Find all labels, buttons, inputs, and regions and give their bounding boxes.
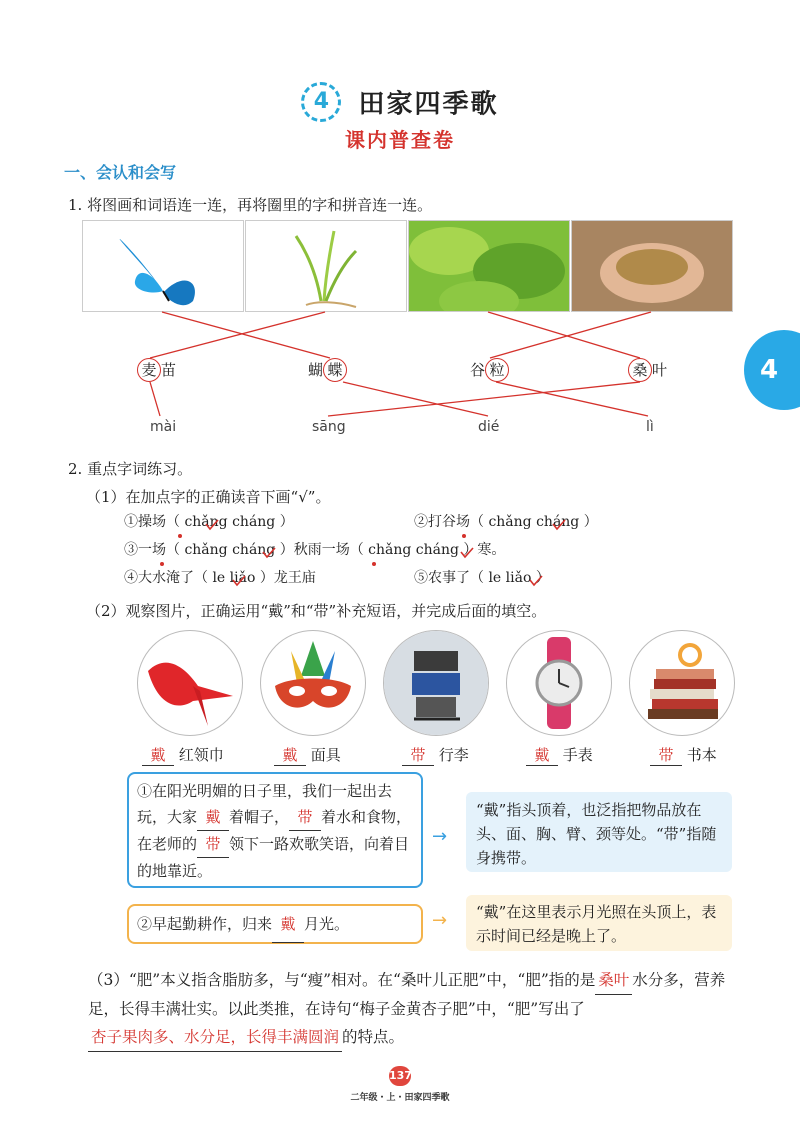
pronounce-row-3a: ④大水淹了（ le liǎo ）龙王庙 bbox=[124, 570, 316, 586]
wrist-watch-image bbox=[506, 630, 612, 736]
q2-part1-prompt: （1）在加点字的正确读音下画“√”。 bbox=[86, 488, 331, 506]
q2-prompt: 2. 重点字词练习。 bbox=[68, 460, 193, 478]
pronounce-row-3b: ⑤农事了（ le liǎo ） bbox=[414, 570, 550, 586]
section-heading: 一、会认和会写 bbox=[64, 163, 177, 182]
chapter-tab[interactable]: 4 bbox=[744, 330, 800, 410]
q1-prompt: 1. 将图画和词语连一连，再将圈里的字和拼音连一连。 bbox=[68, 196, 433, 214]
phrase-books: 带 书本 bbox=[650, 744, 717, 766]
arrow-right-icon: → bbox=[432, 826, 448, 847]
matching-lines bbox=[0, 0, 800, 440]
pinyin-mai: mài bbox=[150, 419, 177, 435]
note-box-2: “戴”在这里表示月光照在头顶上，表示时间已经是晚上了。 bbox=[466, 895, 732, 951]
books-image bbox=[629, 630, 735, 736]
word-wheat-seedling: 麦 苗 bbox=[137, 358, 176, 382]
mask-image bbox=[260, 630, 366, 736]
word-butterfly: 蝴 蝶 bbox=[308, 358, 347, 382]
lesson-number-badge: 4 bbox=[301, 82, 341, 122]
check-marks bbox=[0, 500, 800, 590]
pronounce-row-1a: ①操场（ chǎng cháng ） bbox=[124, 514, 294, 530]
fill-box-2: ②早起勤耕作，归来 戴 月光。 bbox=[127, 904, 423, 944]
page-title: 田家四季歌 bbox=[358, 89, 499, 120]
pronounce-row-1b: ②打谷场（ chǎng cháng ） bbox=[414, 514, 598, 530]
red-scarf-image bbox=[137, 630, 243, 736]
q2-part3-paragraph: （3）“肥”本义指含脂肪多，与“瘦”相对。在“桑叶儿正肥”中，“肥”指的是 桑叶 水分多，营养足，长得丰满壮实。以此类推，在诗句“梅子金黄杏子肥”中，“肥”写出了杏子果肉多、水分足，长得丰满圆润 的特点。 bbox=[88, 966, 738, 1052]
phrase-mask: 戴 面具 bbox=[274, 744, 341, 766]
note-box-1: “戴”指头顶着，也泛指把物品放在头、面、胸、臂、颈等处。“带”指随身携带。 bbox=[466, 792, 732, 872]
phrase-red-scarf: 戴 红领巾 bbox=[142, 744, 224, 766]
page-number: 137 bbox=[389, 1066, 411, 1086]
word-mulberry-leaf: 桑 叶 bbox=[628, 358, 667, 382]
luggage-image bbox=[383, 630, 489, 736]
arrow-right-icon: → bbox=[432, 910, 448, 931]
pinyin-sang: sāng bbox=[312, 419, 346, 435]
phrase-watch: 戴 手表 bbox=[526, 744, 593, 766]
footer-text: 二年级・上・田家四季歌 bbox=[350, 1093, 450, 1103]
q2-part2-prompt: （2）观察图片，正确运用“戴”和“带”补充短语，并完成后面的填空。 bbox=[86, 602, 547, 620]
pinyin-die: dié bbox=[478, 419, 500, 435]
phrase-luggage: 带 行李 bbox=[402, 744, 469, 766]
word-grain: 谷 粒 bbox=[470, 358, 509, 382]
fill-box-1: ①在阳光明媚的日子里，我们一起出去玩，大家 戴 着帽子， 带 着水和食物，在老师的 带 领下一路欢歌笑语，向着目的地靠近。 bbox=[127, 772, 423, 888]
page-subtitle: 课内普查卷 bbox=[345, 128, 455, 152]
pronounce-row-2: ③一场（ chǎng cháng ）秋雨一场（ chǎng cháng ）寒。 bbox=[124, 542, 506, 558]
pinyin-li: lì bbox=[646, 419, 654, 435]
